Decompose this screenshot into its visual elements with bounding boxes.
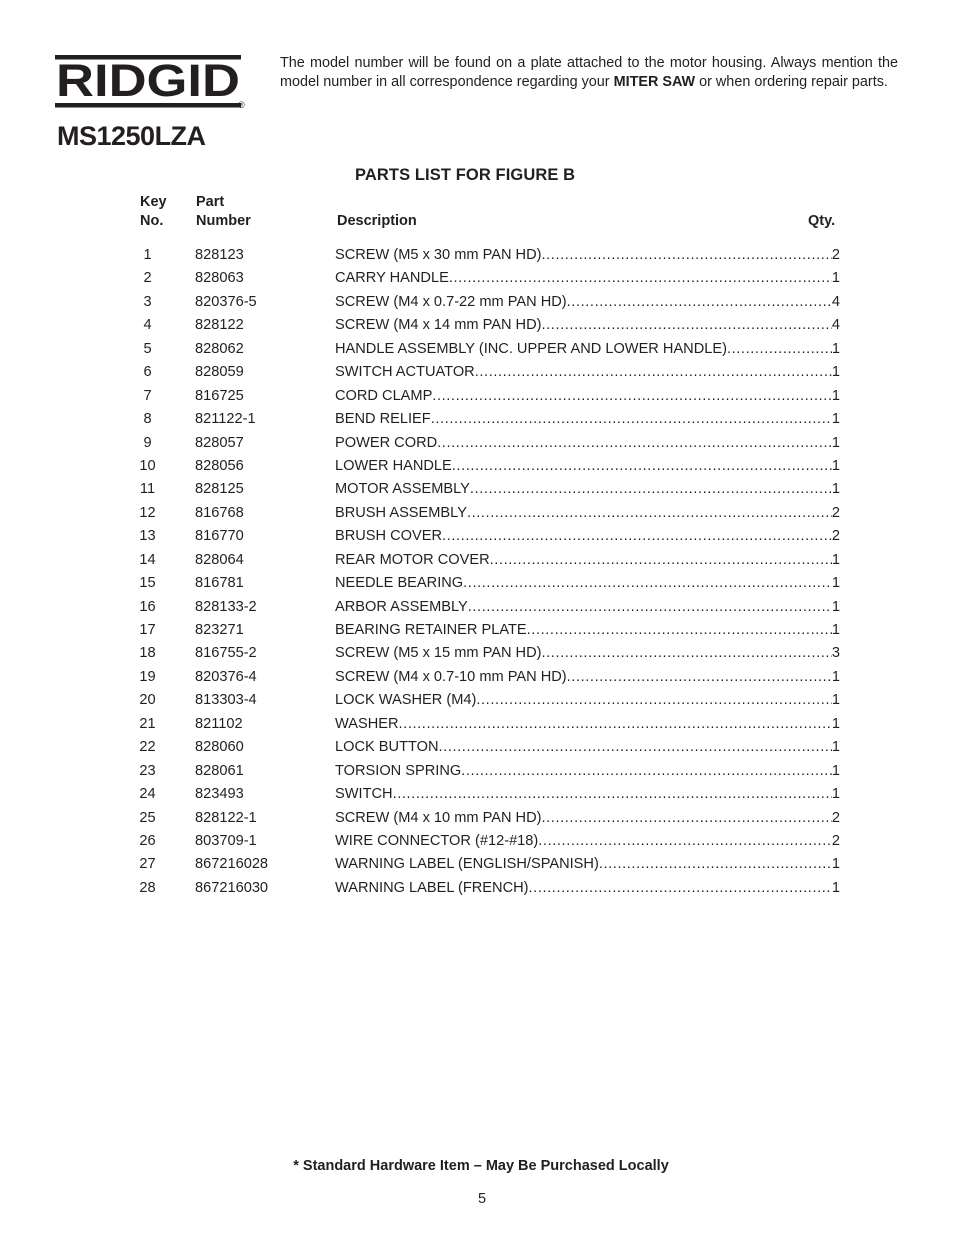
part-description-cell	[335, 783, 840, 806]
part-number: 828060	[195, 739, 244, 756]
part-description-cell	[335, 619, 840, 642]
dot-leader	[432, 385, 832, 408]
table-row	[0, 361, 954, 384]
part-description: WIRE CONNECTOR (#12-#18)	[335, 832, 539, 849]
part-description-cell	[335, 244, 840, 267]
dot-leader	[461, 760, 832, 783]
intro-text-part2: or when ordering repair parts.	[695, 73, 888, 90]
part-number: 828057	[195, 434, 244, 451]
part-key-number: 27	[139, 856, 156, 873]
column-header-description: Description	[337, 213, 417, 229]
parts-list-heading: PARTS LIST FOR FIGURE B	[355, 166, 576, 184]
part-description: LOWER HANDLE	[335, 457, 452, 474]
dot-leader	[439, 736, 832, 759]
part-key-number: 24	[139, 786, 156, 803]
part-quantity: 1	[831, 411, 840, 428]
table-row	[0, 314, 954, 337]
dot-leader	[567, 666, 832, 689]
intro-text-part1: The model number will be found on a plate attached to the motor housing. Always mention the model number in all correspondence regarding your	[280, 55, 898, 90]
logo-text: RIDGID	[56, 55, 241, 106]
part-key-number: 23	[139, 762, 156, 779]
part-number: 828063	[195, 270, 244, 287]
part-quantity: 1	[831, 622, 840, 638]
dot-leader	[449, 267, 832, 290]
registered-mark: ®	[238, 100, 245, 109]
table-row	[0, 853, 954, 876]
part-quantity: 1	[831, 856, 840, 873]
part-description-cell	[335, 408, 840, 431]
part-description: CORD CLAMP	[335, 387, 433, 404]
part-number: 823271	[195, 622, 244, 638]
part-quantity: 1	[831, 551, 840, 568]
table-row	[0, 244, 954, 267]
part-description-cell	[335, 596, 840, 619]
part-number: 867216028	[195, 856, 269, 873]
table-row	[0, 338, 954, 361]
part-quantity: 4	[831, 293, 840, 310]
part-quantity: 1	[831, 668, 840, 685]
part-number: 828059	[195, 364, 244, 381]
part-key-number: 18	[139, 645, 156, 662]
part-description-cell	[335, 666, 840, 689]
part-key-number: 7	[143, 387, 152, 404]
table-row	[0, 432, 954, 455]
part-description-cell	[335, 736, 840, 759]
table-row	[0, 783, 954, 806]
part-key-number: 11	[139, 481, 156, 498]
part-key-number: 21	[139, 715, 156, 732]
dot-leader	[468, 596, 832, 619]
part-description-cell	[335, 830, 840, 853]
dot-leader	[470, 478, 832, 501]
part-description: POWER CORD	[335, 434, 438, 451]
table-row	[0, 619, 954, 642]
part-quantity: 2	[831, 809, 840, 826]
part-description: SWITCH ACTUATOR	[335, 364, 475, 381]
part-number: 828133-2	[195, 598, 257, 615]
table-row	[0, 877, 954, 900]
part-description: CARRY HANDLE	[335, 270, 449, 287]
dot-leader	[542, 807, 832, 830]
part-number: 828122	[195, 317, 244, 334]
table-row	[0, 478, 954, 501]
part-key-number: 1	[143, 247, 152, 263]
part-quantity: 1	[831, 762, 840, 779]
part-description-cell	[335, 713, 840, 736]
part-quantity: 2	[831, 832, 840, 849]
dot-leader	[542, 244, 832, 267]
part-description-cell	[335, 572, 840, 595]
column-header-part-line1: Part	[196, 194, 225, 210]
column-header-qty: Qty.	[808, 213, 836, 229]
table-row	[0, 736, 954, 759]
column-header-key-line1: Key	[140, 194, 167, 210]
part-number: 828062	[195, 340, 244, 357]
table-row	[0, 267, 954, 290]
part-number: 828125	[195, 481, 244, 498]
part-description-cell	[335, 361, 840, 384]
part-key-number: 8	[143, 411, 152, 428]
part-description-cell	[335, 760, 840, 783]
table-row	[0, 689, 954, 712]
dot-leader	[476, 689, 832, 712]
part-description: ARBOR ASSEMBLY	[335, 598, 468, 615]
part-description: BEND RELIEF	[335, 411, 431, 428]
table-row	[0, 408, 954, 431]
table-row	[0, 830, 954, 853]
table-row	[0, 385, 954, 408]
part-quantity: 1	[831, 434, 840, 451]
part-description: SCREW (M5 x 30 mm PAN HD)	[335, 247, 542, 263]
part-number: 816770	[195, 528, 244, 545]
dot-leader	[431, 408, 832, 431]
column-header-key	[140, 193, 167, 231]
part-description: NEEDLE BEARING	[335, 575, 464, 592]
part-number: 828061	[195, 762, 244, 779]
part-number: 828056	[195, 457, 244, 474]
part-key-number: 9	[143, 434, 152, 451]
table-row	[0, 291, 954, 314]
part-quantity: 1	[831, 457, 840, 474]
part-key-number: 22	[139, 739, 156, 756]
dot-leader	[452, 455, 832, 478]
dot-leader	[542, 314, 832, 337]
part-number: 820376-5	[195, 293, 257, 310]
part-description: WARNING LABEL (ENGLISH/SPANISH)	[335, 856, 599, 873]
part-description-cell	[335, 478, 840, 501]
part-description-cell	[335, 385, 840, 408]
part-quantity: 3	[831, 645, 840, 662]
table-row	[0, 642, 954, 665]
part-quantity: 1	[831, 692, 840, 709]
footnote-text: * Standard Hardware Item – May Be Purchased Locally	[293, 1158, 669, 1174]
part-description-cell	[335, 338, 840, 361]
part-number: 816768	[195, 504, 244, 521]
part-description: SCREW (M4 x 14 mm PAN HD)	[335, 317, 542, 334]
part-quantity: 1	[831, 270, 840, 287]
part-description: SWITCH	[335, 786, 393, 803]
part-quantity: 2	[831, 247, 840, 263]
part-quantity: 1	[831, 715, 840, 732]
part-description-cell	[335, 689, 840, 712]
table-row	[0, 572, 954, 595]
part-quantity: 1	[831, 598, 840, 615]
part-key-number: 25	[139, 809, 156, 826]
part-key-number: 2	[143, 270, 152, 287]
part-description-cell	[335, 877, 840, 900]
part-quantity: 1	[831, 481, 840, 498]
dot-leader	[529, 877, 832, 900]
table-row	[0, 502, 954, 525]
part-description: HANDLE ASSEMBLY (INC. UPPER AND LOWER HANDLE)	[335, 340, 727, 357]
part-key-number: 20	[139, 692, 156, 709]
part-quantity: 1	[831, 364, 840, 381]
part-description: LOCK BUTTON	[335, 739, 439, 756]
dot-leader	[437, 432, 832, 455]
dot-leader	[727, 338, 832, 361]
part-description-cell	[335, 432, 840, 455]
dot-leader	[475, 361, 832, 384]
part-quantity: 2	[831, 528, 840, 545]
part-description-cell	[335, 807, 840, 830]
part-key-number: 5	[143, 340, 152, 357]
part-key-number: 3	[143, 293, 152, 310]
part-description: BRUSH COVER	[335, 528, 443, 545]
column-header-key-line2: No.	[140, 213, 164, 229]
part-key-number: 10	[139, 457, 156, 474]
column-header-part	[196, 193, 251, 231]
table-row	[0, 713, 954, 736]
part-number: 816755-2	[195, 645, 257, 662]
dot-leader	[527, 619, 832, 642]
table-row	[0, 596, 954, 619]
parts-list	[0, 244, 954, 900]
part-description: SCREW (M4 x 10 mm PAN HD)	[335, 809, 542, 826]
part-key-number: 19	[139, 668, 156, 685]
part-description-cell	[335, 525, 840, 548]
model-number: MS1250LZA	[57, 121, 206, 151]
part-description: LOCK WASHER (M4)	[335, 692, 477, 709]
part-quantity: 2	[831, 504, 840, 521]
table-row	[0, 760, 954, 783]
table-row	[0, 549, 954, 572]
table-row	[0, 807, 954, 830]
part-key-number: 12	[139, 504, 156, 521]
part-quantity: 1	[831, 575, 840, 592]
part-description-cell	[335, 549, 840, 572]
dot-leader	[399, 713, 832, 736]
part-key-number: 26	[139, 832, 156, 849]
part-number: 828122-1	[195, 809, 257, 826]
page-number: 5	[477, 1191, 487, 1207]
part-key-number: 13	[139, 528, 156, 545]
dot-leader	[538, 830, 832, 853]
part-key-number: 6	[143, 364, 152, 381]
part-quantity: 4	[831, 317, 840, 334]
part-description: TORSION SPRING	[335, 762, 462, 779]
intro-paragraph	[280, 54, 898, 91]
part-quantity: 1	[831, 879, 840, 896]
part-number: 820376-4	[195, 668, 257, 685]
part-description: BRUSH ASSEMBLY	[335, 504, 467, 521]
part-quantity: 1	[831, 786, 840, 803]
table-row	[0, 525, 954, 548]
ridgid-logo	[55, 55, 245, 109]
dot-leader	[393, 783, 832, 806]
part-description: WARNING LABEL (FRENCH)	[335, 879, 529, 896]
part-key-number: 14	[139, 551, 156, 568]
part-description: SCREW (M4 x 0.7-10 mm PAN HD)	[335, 668, 567, 685]
table-row	[0, 666, 954, 689]
intro-bold-product: MITER SAW	[613, 73, 696, 90]
part-key-number: 17	[139, 622, 156, 638]
table-row	[0, 455, 954, 478]
part-key-number: 15	[139, 575, 156, 592]
part-description: REAR MOTOR COVER	[335, 551, 490, 568]
part-description-cell	[335, 267, 840, 290]
part-description: BEARING RETAINER PLATE	[335, 622, 527, 638]
part-description-cell	[335, 853, 840, 876]
part-description-cell	[335, 314, 840, 337]
part-number: 821102	[195, 715, 243, 732]
part-key-number: 4	[143, 317, 152, 334]
part-description: SCREW (M5 x 15 mm PAN HD)	[335, 645, 542, 662]
part-description: MOTOR ASSEMBLY	[335, 481, 470, 498]
part-number: 867216030	[195, 879, 269, 896]
dot-leader	[599, 853, 832, 876]
part-quantity: 1	[831, 739, 840, 756]
part-quantity: 1	[831, 387, 840, 404]
dot-leader	[567, 291, 832, 314]
dot-leader	[442, 525, 832, 548]
dot-leader	[542, 642, 832, 665]
part-key-number: 28	[139, 879, 156, 896]
part-description-cell	[335, 502, 840, 525]
part-number: 828123	[195, 247, 244, 263]
part-quantity: 1	[831, 340, 840, 357]
part-description-cell	[335, 291, 840, 314]
column-header-part-line2: Number	[196, 213, 251, 229]
part-number: 828064	[195, 551, 244, 568]
part-number: 816781	[195, 575, 244, 592]
part-number: 803709-1	[195, 832, 257, 849]
dot-leader	[467, 502, 832, 525]
part-description: SCREW (M4 x 0.7-22 mm PAN HD)	[335, 293, 567, 310]
part-number: 816725	[195, 387, 244, 404]
part-description: WASHER	[335, 715, 399, 732]
part-number: 823493	[195, 786, 244, 803]
part-description-cell	[335, 455, 840, 478]
part-number: 813303-4	[195, 692, 257, 709]
footnote	[0, 1158, 954, 1174]
part-key-number: 16	[139, 598, 156, 615]
dot-leader	[463, 572, 832, 595]
part-description-cell	[335, 642, 840, 665]
part-number: 821122-1	[195, 411, 256, 428]
dot-leader	[490, 549, 832, 572]
